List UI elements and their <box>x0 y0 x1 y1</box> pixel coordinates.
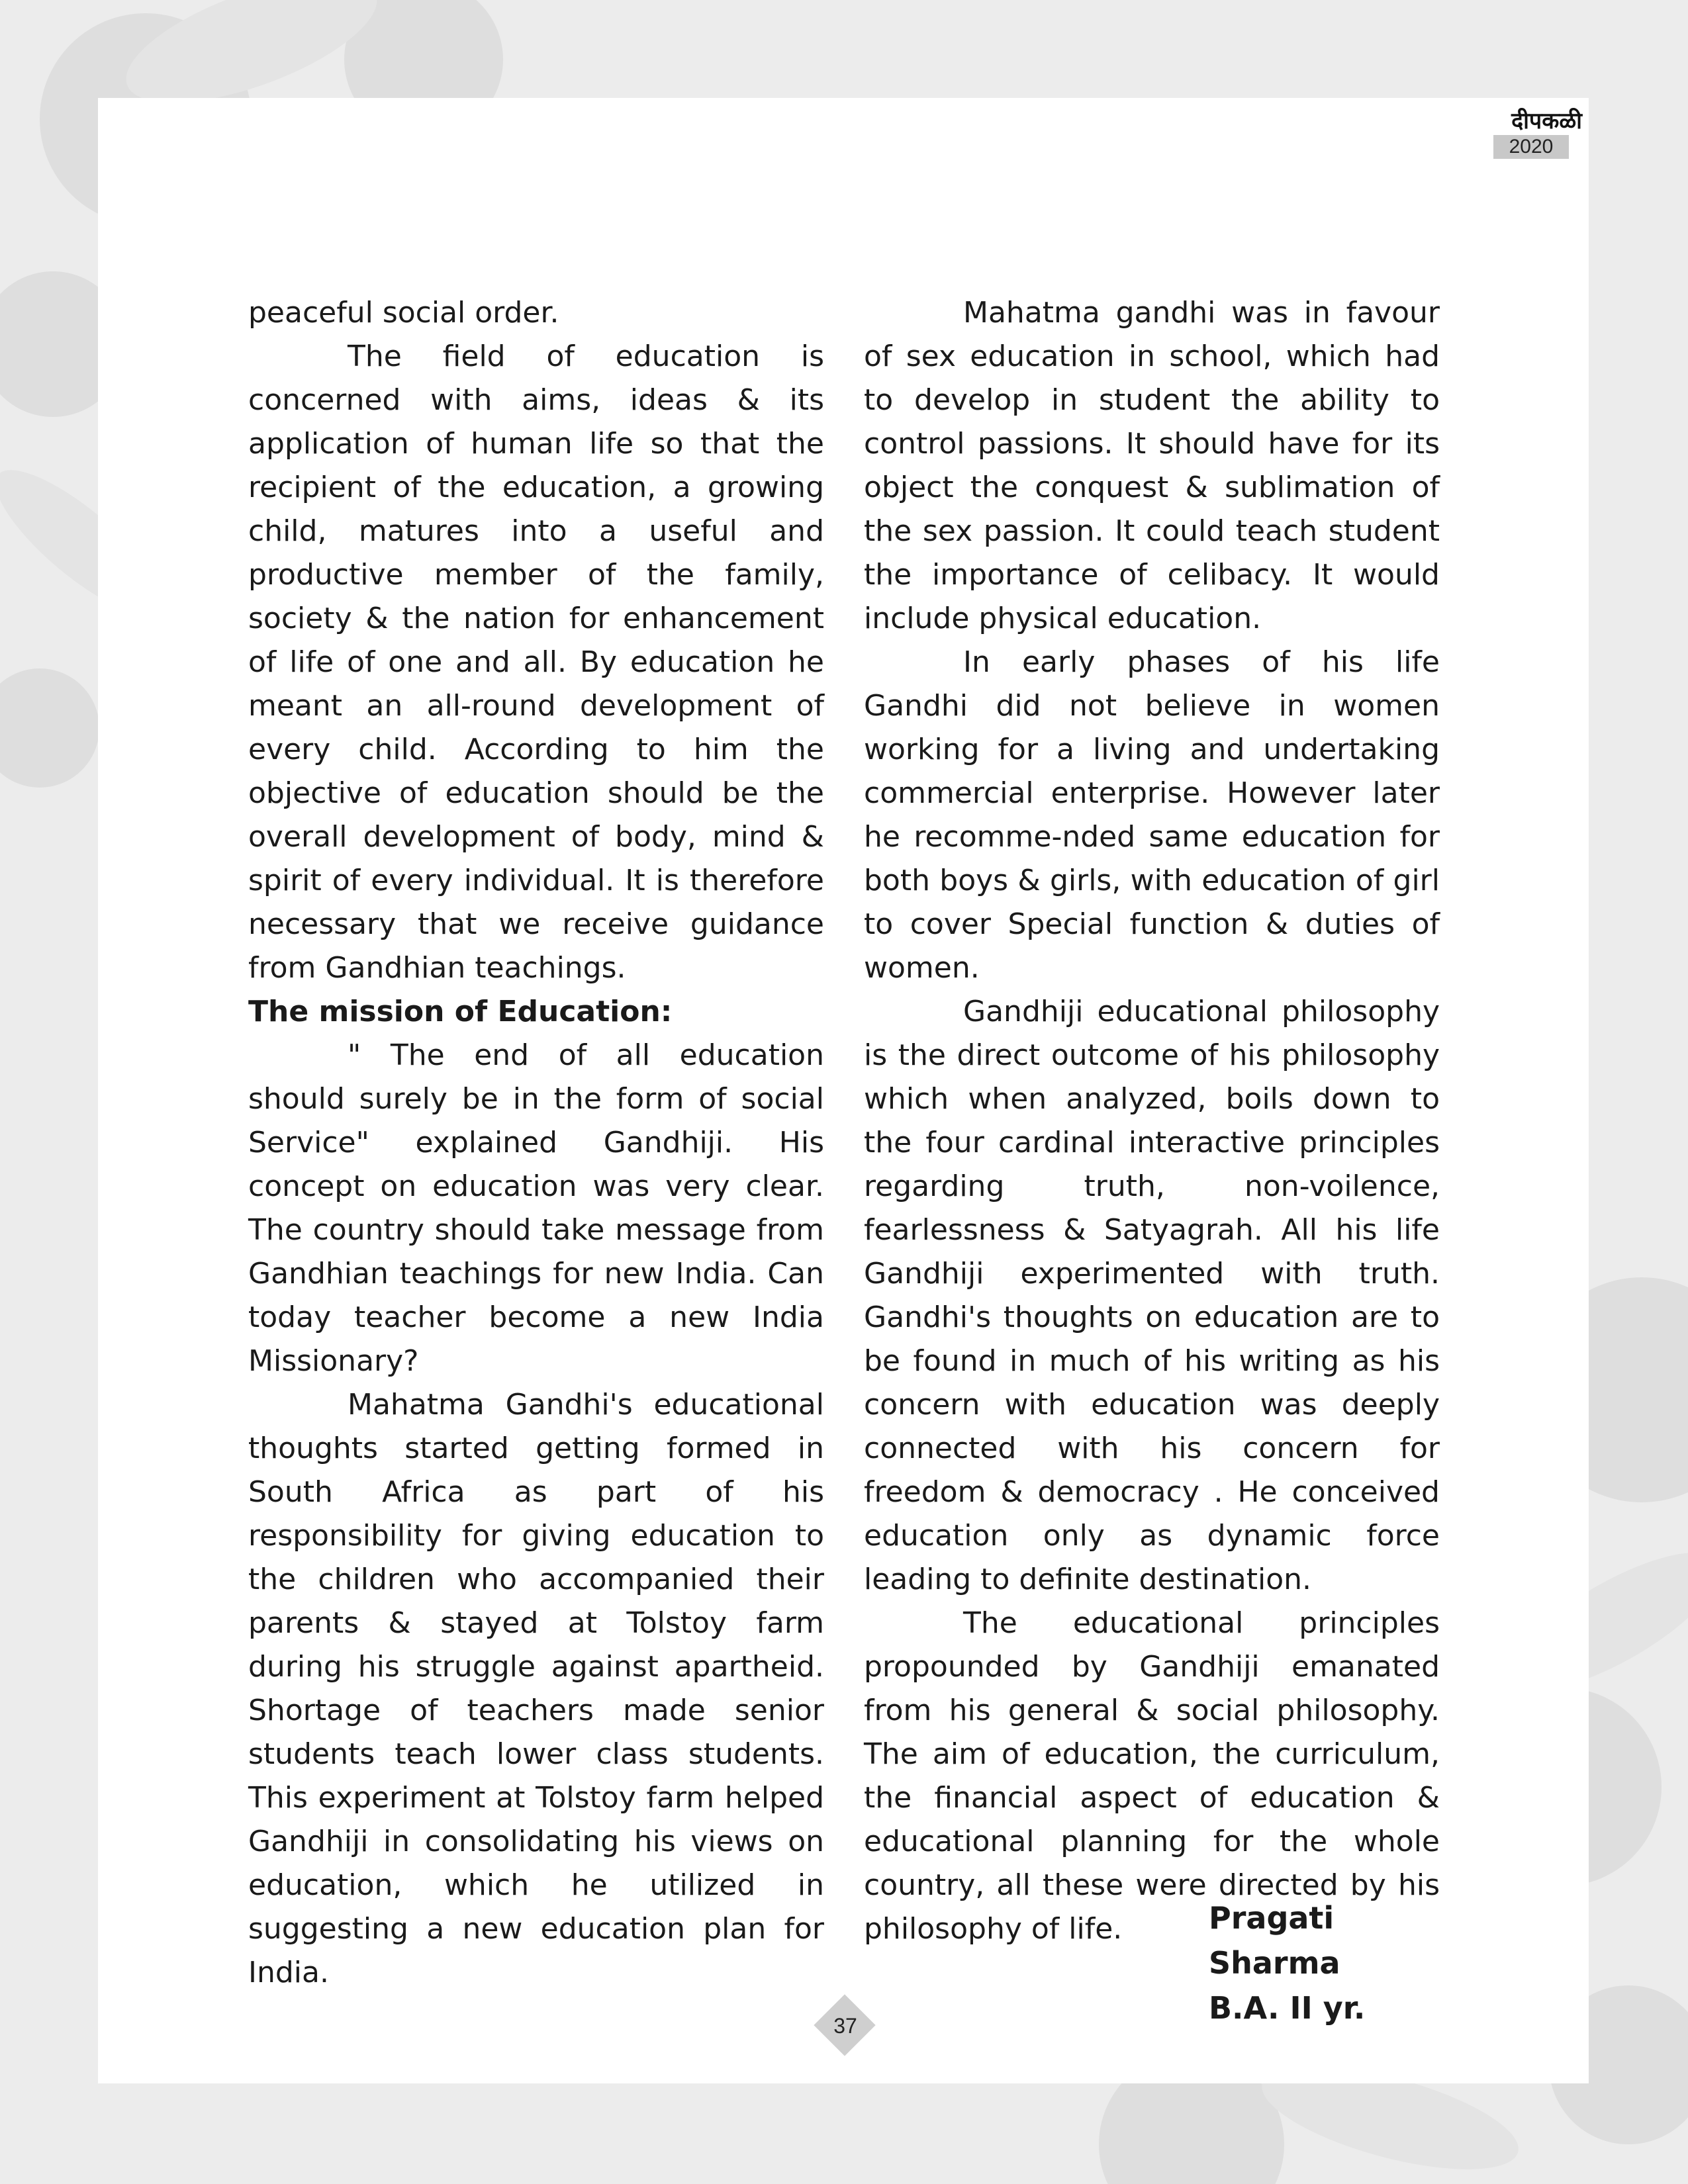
author-class: B.A. II yr. <box>1209 1990 1366 2026</box>
paragraph: The field of education is concerned with aims, ideas & its application of human life so that the recipient of the education, a growing child, matures into a useful and productive member of the family, society & the nation for enhancement of life of one and all. By education he meant an all-round development of every child. According to him the objective of education should be the overall development of body, mind & spirit of every individual. It is therefore necessary that we receive guidance from Gandhian teachings. <box>248 340 824 985</box>
paragraph: In early phases of his life Gandhi did not believe in women working for a living and undertaking commercial enterprise. However later he recomme-nded same education for both boys & girls, with education of girl to cover Special function & duties of women. <box>864 645 1440 985</box>
page-number <box>814 1995 876 2057</box>
left-column <box>248 291 824 1995</box>
paragraph: The educational principles propounded by Gandhiji emanated from his general & social philosophy. The aim of education, the curriculum, the financial aspect of education & educational planning for the whole country, all these were directed by his philosophy of life. <box>864 1606 1440 1946</box>
author-name: Pragati Sharma <box>1209 1900 1340 1981</box>
author-credit <box>1209 1895 1447 2030</box>
paragraph: " The end of all education should surely be in the form of social Service" explained Gandhiji. His concept on education was very clear. The country should take message from Gandhian teachings for new India. Can today teacher become a new India Missionary? <box>248 1038 824 1378</box>
paragraph: peaceful social order. <box>248 296 559 330</box>
paragraph: Gandhiji educational philosophy is the direct outcome of his philosophy which when analyzed, boils down to the four cardinal interactive principles regarding truth, non-voilence, fearlessness & Satyagrah. All his life Gandhiji experimented with truth. Gandhi's thoughts on education are to be found in much of his writing as his concern with education was deeply connected with his concern for freedom & democracy . He conceived education only as dynamic force leading to definite destination. <box>864 995 1440 1596</box>
magazine-title: दीपकळी <box>1511 108 1582 134</box>
paragraph: Mahatma Gandhi's educational thoughts started getting formed in South Africa as part of his responsibility for giving education to the children who accompanied their parents & stayed at Tolstoy farm during his struggle against apartheid. Shortage of teachers made senior students teach lower class students. This experiment at Tolstoy farm helped Gandhiji in consolidating his views on education, which he utilized in suggesting a new education plan for India. <box>248 1388 824 1989</box>
section-heading: The mission of Education: <box>248 995 673 1028</box>
page-number-text: 37 <box>833 2014 857 2038</box>
paragraph: Mahatma gandhi was in favour of sex education in school, which had to develop in student the ability to control passions. It should have for its object the conquest & sublimation of the sex passion. It could teach student the importance of celibacy. It would include physical education. <box>864 296 1440 635</box>
year-badge: 2020 <box>1493 135 1569 159</box>
right-column <box>864 291 1440 1951</box>
